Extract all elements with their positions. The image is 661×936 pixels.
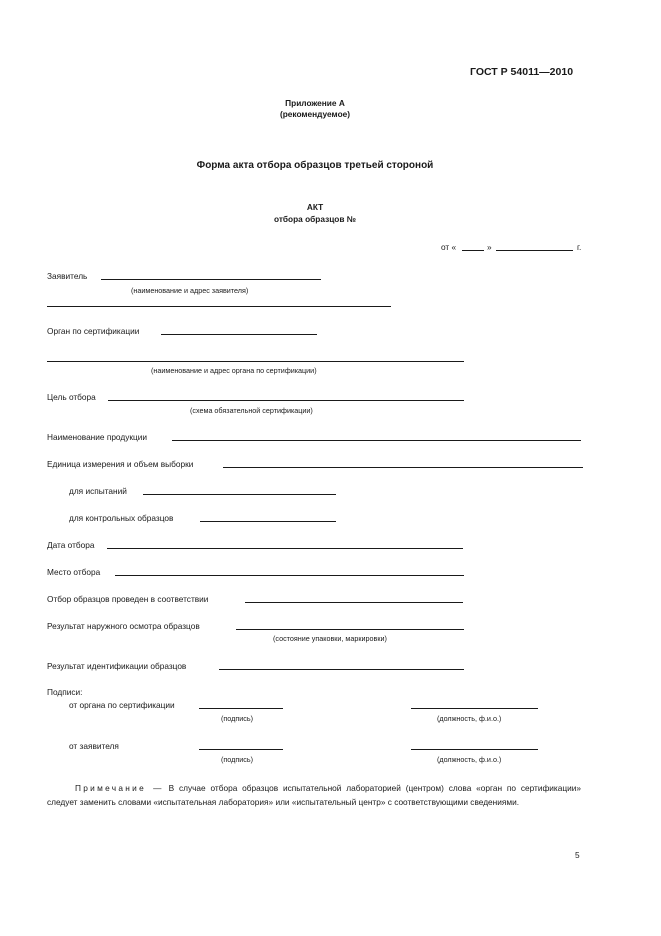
date-end-label: г. [577, 242, 582, 252]
applicant-line [101, 279, 321, 280]
applicant-hint: (наименование и адрес заявителя) [131, 286, 249, 295]
for-tests-line [143, 494, 336, 495]
unit-line [223, 467, 583, 468]
inspection-line [236, 629, 464, 630]
cert-body-hint: (наименование и адрес органа по сертификации) [151, 366, 317, 375]
position-cert-hint: (должность, ф.и.о.) [437, 714, 502, 723]
position-cert-line [411, 708, 538, 709]
identification-line [219, 669, 464, 670]
for-tests-label: для испытаний [69, 486, 127, 496]
inspection-hint: (состояние упаковки, маркировки) [273, 634, 387, 643]
sign-cert-label: от органа по сертификации [69, 700, 175, 710]
according-label: Отбор образцов проведен в соответствии [47, 594, 209, 604]
applicant-label: Заявитель [47, 271, 88, 281]
sign-cert-line [199, 708, 283, 709]
standard-number: ГОСТ Р 54011—2010 [470, 66, 574, 78]
date-month-line [496, 250, 573, 251]
inspection-label: Результат наружного осмотра образцов [47, 621, 200, 631]
for-control-line [200, 521, 336, 522]
position-applicant-line [411, 749, 538, 750]
unit-label: Единица измерения и объем выборки [47, 459, 194, 469]
note-label: Примечание — [75, 783, 164, 793]
sampling-date-label: Дата отбора [47, 540, 95, 550]
purpose-line [108, 400, 464, 401]
sampling-place-label: Место отбора [47, 567, 101, 577]
purpose-hint: (схема обязательной сертификации) [190, 406, 313, 415]
product-line [172, 440, 581, 441]
signatures-title: Подписи: [47, 687, 83, 697]
product-label: Наименование продукции [47, 432, 148, 442]
applicant-line-2 [47, 306, 391, 307]
cert-body-label: Орган по сертификации [47, 326, 140, 336]
form-title: Форма акта отбора образцов третьей стороной [196, 160, 434, 171]
note-text: В случае отбора образцов испытательной лабораторией (центром) слова «орган по сертификации» следует заменить словами «испытательная лаборатория» или «испытательный центр» с соответствующими сведениями. [47, 783, 581, 807]
date-from-label: от « [441, 242, 457, 252]
sign-applicant-line [199, 749, 283, 750]
sampling-date-line [107, 548, 463, 549]
sign-applicant-hint: (подпись) [221, 755, 253, 764]
for-control-label: для контрольных образцов [69, 513, 174, 523]
page-number: 5 [575, 850, 580, 860]
sampling-place-line [115, 575, 464, 576]
date-day-line [462, 250, 484, 251]
act-subtitle: отбора образцов № [273, 214, 357, 224]
position-applicant-hint: (должность, ф.и.о.) [437, 755, 502, 764]
according-line [245, 602, 463, 603]
annex-title: Приложение А [285, 98, 345, 108]
identification-label: Результат идентификации образцов [47, 661, 187, 671]
sign-applicant-label: от заявителя [69, 741, 119, 751]
purpose-label: Цель отбора [47, 392, 96, 402]
date-mid-label: » [487, 242, 492, 252]
annex-status: (рекомендуемое) [279, 109, 351, 119]
note [47, 782, 581, 809]
sign-cert-hint: (подпись) [221, 714, 253, 723]
act-title: АКТ [306, 202, 324, 212]
cert-body-line [161, 334, 317, 335]
cert-body-line-2 [47, 361, 464, 362]
